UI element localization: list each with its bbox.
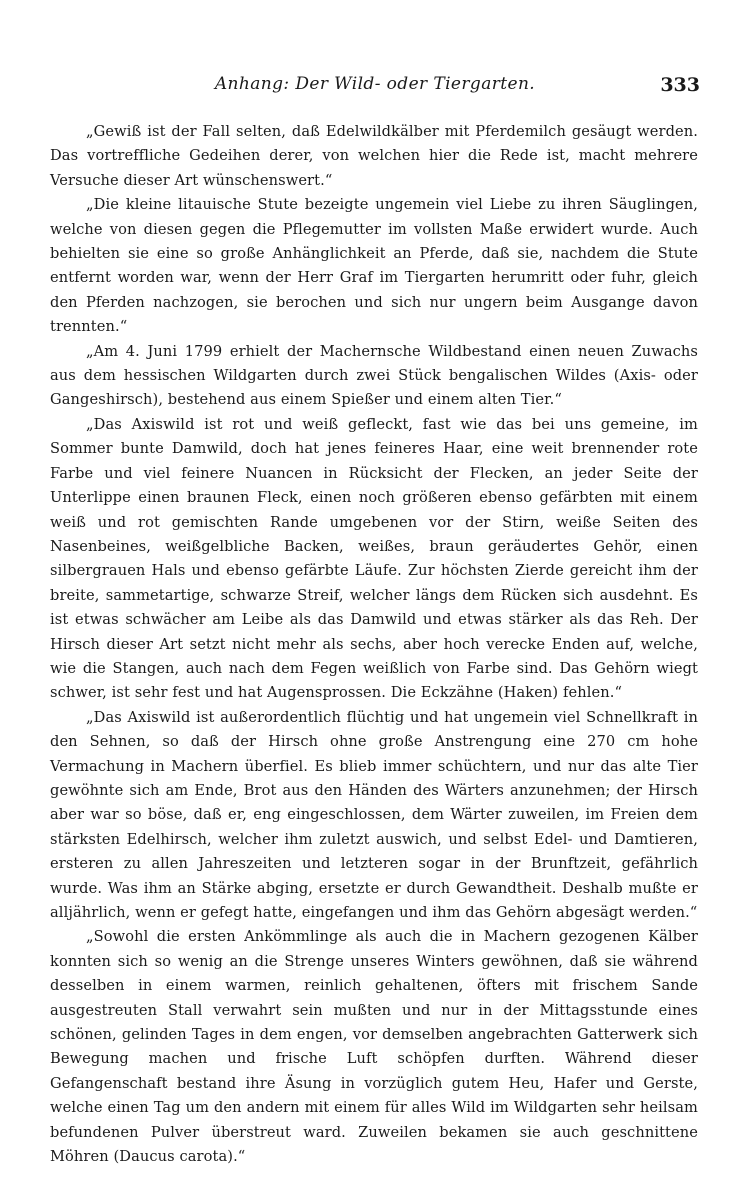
- paragraph: „Die kleine litauische Stute bezeigte ungemein viel Liebe zu ihren Säuglingen, welche von diesen gegen die Pflegemutter im vollsten Maße erwidert wurde. Auch behielten sie eine so große Anhänglichkeit an Pferde, daß sie, nachdem die Stute entfernt worden war, wenn der Herr Graf im Tiergarten herumritt oder fuhr, gleich den Pferden nachzogen, sie berochen und sich nur ungern beim Ausgange davon trennten.“: [50, 196, 698, 336]
- paragraph: „Das Axiswild ist außerordentlich flüchtig und hat ungemein viel Schnellkraft in den Sehnen, so daß der Hirsch ohne große Anstrengung eine 270 cm hohe Vermachung in Machern überfiel. Es blieb immer schüchtern, und nur das alte Tier gewöhnte sich am Ende, Brot aus den Händen des Wärters anzunehmen; der Hirsch aber war so böse, daß er, eng eingeschlossen, dem Wärter zuweilen, im Freien dem stärksten Edelhirsch, welcher ihm zuletzt auswich, und selbst Edel- und Damtieren, ersteren zu allen Jahreszeiten und letzteren sogar in der Brunftzeit, gefährlich wurde. Was ihm an Stärke abging, ersetzte er durch Gewandtheit. Deshalb mußte er alljährlich, wenn er gefegt hatte, eingefangen und ihm das Gehörn abgesägt werden.“: [50, 708, 698, 921]
- paragraph: „Sowohl die ersten Ankömmlinge als auch die in Machern gezogenen Kälber konnten sich so wenig an die Strenge unseres Winters gewöhnen, daß sie während desselben in einem warmen, reinlich gehaltenen, öfters mit frischem Sande ausgestreuten Stall verwahrt sein mußten und nur in der Mittagsstunde eines schönen, gelinden Tages in dem engen, vor demselben angebrachten Gatterwerk sich Bewegung machen und frische Luft schöpfen durften. Während dieser Gefangenschaft bestand ihre Äsung in vorzüglich gutem Heu, Hafer und Gerste, welche einen Tag um den andern mit einem für alles Wild im Wildgarten sehr heilsam befundenen Pulver überstreut ward. Zuweilen bekamen sie auch geschnittene Möhren (Daucus carota).“: [50, 928, 698, 1166]
- page-number: 333: [660, 74, 700, 96]
- paragraph: „Gewiß ist der Fall selten, daß Edelwildkälber mit Pferdemilch gesäugt werden. Das vortreffliche Gedeihen derer, von welchen hier die Rede ist, macht mehrere Versuche dieser Art wünschenswert.“: [50, 123, 698, 189]
- paragraph: „Am 4. Juni 1799 erhielt der Machernsche Wildbestand einen neuen Zuwachs aus dem hessischen Wildgarten durch zwei Stück bengalischen Wildes (Axis- oder Gangeshirsch), bestehend aus einem Spießer und einem alten Tier.“: [50, 342, 698, 409]
- running-header: [50, 74, 700, 104]
- paragraph: „Das Axiswild ist rot und weiß gefleckt, fast wie das bei uns gemeine, im Sommer bunte Damwild, doch hat jenes feineres Haar, eine weit brennender rote Farbe und viel feinere Nuancen in Rücksicht der Flecken, an jeder Seite der Unterlippe einen braunen Fleck, einen noch größeren ebenso gefärbten mit einem weiß und rot gemischten Rande umgebenen vor der Stirn, weiße Seiten des Nasenbeines, weißgelbliche Backen, weißes, braun geräudertes Gehör, einen silbergrauen Hals und ebenso gefärbte Läufe. Zur höchsten Zierde gereicht ihm der breite, sammetartige, schwarze Streif, welcher längs dem Rücken sich ausdehnt. Es ist etwas schwächer am Leibe als das Damwild und etwas stärker als das Reh. Der Hirsch dieser Art setzt nicht mehr als sechs, aber hoch verecke Enden auf, welche, wie die Stangen, auch nach dem Fegen weißlich von Farbe sind. Das Gehörn wiegt schwer, ist sehr fest und hat Augensprossen. Die Eckzähne (Haken) fehlen.“: [50, 415, 698, 702]
- running-title: Anhang: Der Wild- oder Tiergarten.: [214, 74, 536, 94]
- body-text: [50, 120, 698, 1169]
